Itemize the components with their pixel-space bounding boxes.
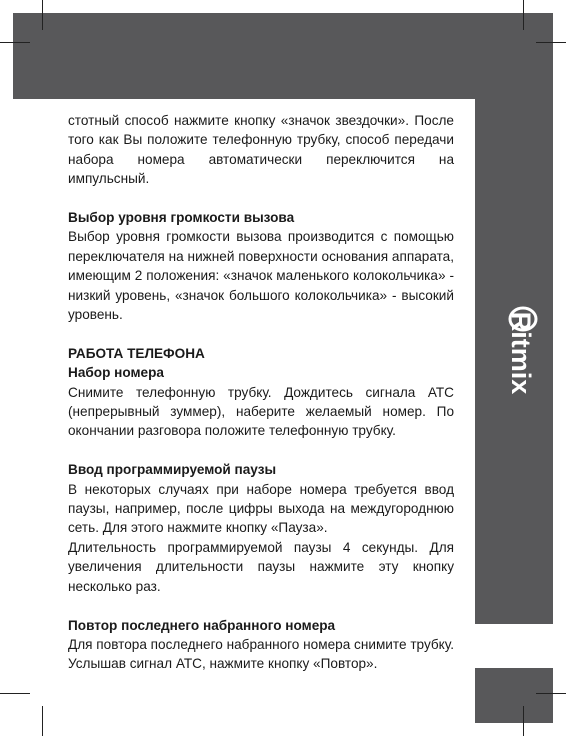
- section-paragraph: Выбор уровня громкости вызова производится с помощью переключателя на нижней поверхности основания аппарата, имеющим 2 положения: «значок маленького колокольчика» - низкий уровень, «значок большого колокольчика» - высокий уровень.: [68, 229, 454, 323]
- section-paragraph: Длительность программируемой паузы 4 секунды. Для увеличения длительности паузы нажмите эту кнопку несколько раз.: [68, 539, 454, 594]
- section-heading: Ввод программируемой паузы: [68, 462, 277, 478]
- section-paragraph: В некоторых случаях при наборе номера требуется ввод паузы, например, после цифры выхода на междугороднюю сеть. Для этого нажмите кнопку «Пауза».: [68, 481, 454, 536]
- ritmix-logo: [477, 303, 551, 403]
- chapter-title: РАБОТА ТЕЛЕФОНА: [68, 345, 205, 361]
- section-heading: Набор номера: [68, 365, 164, 381]
- crop-mark: [536, 693, 566, 694]
- side-tab-lower: [475, 668, 553, 723]
- intro-paragraph: стотный способ нажмите кнопку «значок звездочки». После того как Вы положите телефонную трубку, способ передачи набора номера автоматически переключится на импульсный.: [68, 113, 454, 187]
- section-paragraph: Для повтора последнего набранного номера снимите трубку. Услышав сигнал АТС, нажмите кнопку «Повтор».: [68, 636, 454, 672]
- crop-mark: [42, 706, 43, 736]
- crop-mark: [536, 42, 566, 43]
- page-content: [68, 111, 454, 674]
- section-paragraph: Снимите телефонную трубку. Дождитесь сигнала АТС (непрерывный зуммер), наберите желаемый номер. По окончании разговора положите телефонную трубку.: [68, 384, 454, 439]
- header-band: [13, 13, 553, 99]
- svg-text:Ritmix: Ritmix: [506, 311, 536, 395]
- crop-mark: [0, 42, 30, 43]
- crop-mark: [523, 0, 524, 30]
- section-heading: Выбор уровня громкости вызова: [68, 210, 295, 226]
- crop-mark: [42, 0, 43, 30]
- crop-mark: [523, 706, 524, 736]
- section-heading: Повтор последнего набранного номера: [68, 617, 336, 633]
- crop-mark: [0, 693, 30, 694]
